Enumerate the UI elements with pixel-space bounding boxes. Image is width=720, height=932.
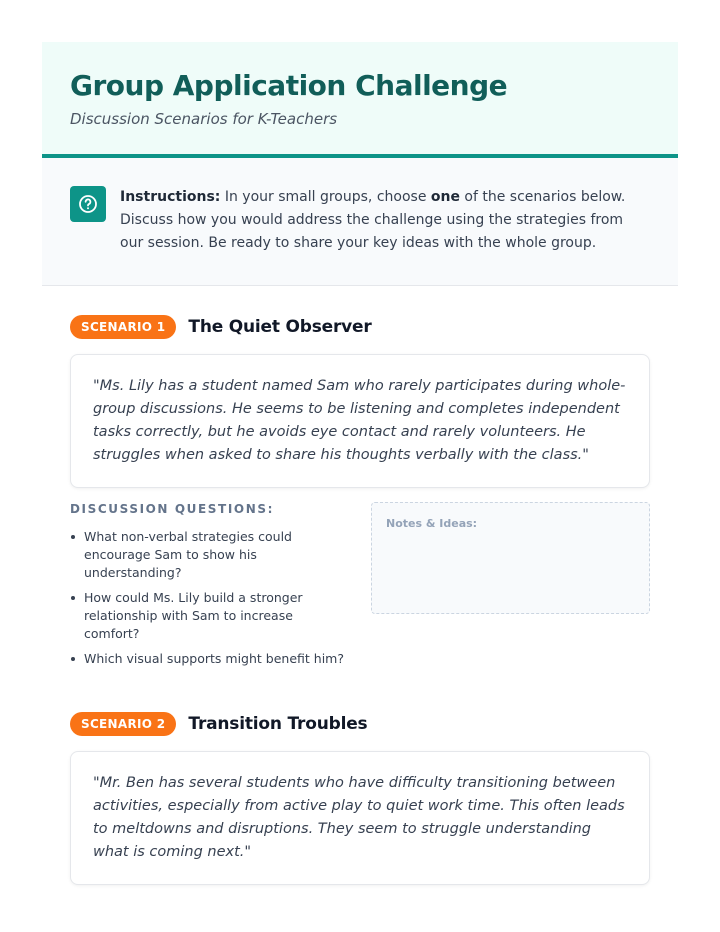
instructions-label: Instructions: xyxy=(120,189,221,205)
scenario-quote: "Mr. Ben has several students who have difficulty transitioning between activities, especially from active play to quiet work time. This often leads to meltdowns and disruptions. They seem to struggle understanding what is coming next." xyxy=(70,751,650,885)
scenario-1 xyxy=(42,314,678,675)
worksheet-page xyxy=(42,42,678,885)
scenario-title: The Quiet Observer xyxy=(188,317,372,337)
page-header xyxy=(42,42,678,158)
scenario-header xyxy=(70,314,650,340)
scenario-2 xyxy=(42,711,678,885)
instructions-text xyxy=(120,186,650,285)
notes-label: Notes & Ideas: xyxy=(386,517,478,530)
question-item: What non-verbal strategies could encourage Sam to show his understanding? xyxy=(70,528,350,582)
question-list xyxy=(70,528,350,668)
question-circle-icon xyxy=(70,186,106,222)
page-title: Group Application Challenge xyxy=(70,69,508,102)
instructions-emphasis: one xyxy=(430,189,460,205)
instructions-text-end: of the scenarios below. Discuss how you would address the challenge using the strategies from our session. Be ready to share your key ideas with the whole group. xyxy=(120,189,626,251)
question-item: Which visual supports might benefit him? xyxy=(70,650,350,668)
instructions-box xyxy=(42,158,678,286)
scenario-header xyxy=(70,711,650,737)
scenario-badge: SCENARIO 2 xyxy=(70,712,176,736)
discussion-questions xyxy=(70,502,350,675)
question-item: How could Ms. Lily build a stronger relationship with Sam to increase comfort? xyxy=(70,589,350,643)
scenario-quote: "Ms. Lily has a student named Sam who rarely participates during whole-group discussions. He seems to be listening and completes independent tasks correctly, but he avoids eye contact and rarely volunteers. He struggles when asked to share his thoughts verbally with the class." xyxy=(70,354,650,488)
page-subtitle: Discussion Scenarios for K-Teachers xyxy=(70,110,338,128)
notes-box[interactable] xyxy=(371,502,650,614)
scenario-badge: SCENARIO 1 xyxy=(70,315,176,339)
instructions-text-start: In your small groups, choose xyxy=(220,189,431,205)
discussion-questions-label: DISCUSSION QUESTIONS: xyxy=(70,502,274,516)
discussion-section xyxy=(70,502,650,675)
scenario-title: Transition Troubles xyxy=(188,714,368,734)
